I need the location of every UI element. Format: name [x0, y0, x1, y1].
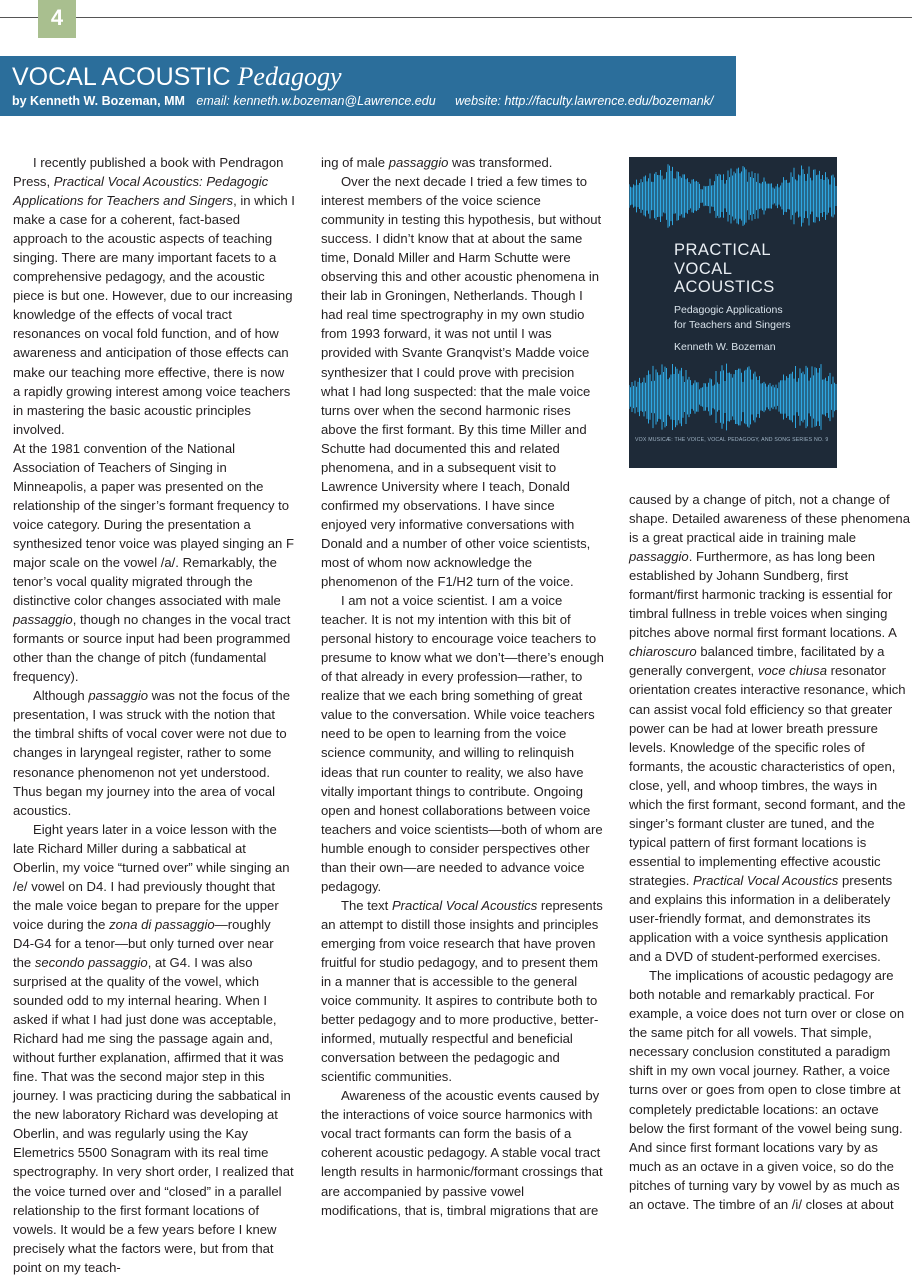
- text-run: was transformed.: [448, 155, 553, 170]
- author-website[interactable]: website: http://faculty.lawrence.edu/bozemank/: [455, 94, 714, 108]
- text-run: represents an attempt to distill those insights and principles emerging from voice research that have proven fruitful for studio pedagogy, and to present them in a manner that is accessible to the general voice community. It aspires to contribute both to better pedagogy and to more productive, better-informed, mutually respectful and beneficial conversation between the pedagogic and scientific communities.: [321, 897, 603, 1085]
- paragraph: [13, 439, 295, 687]
- italic-text: Practical Vocal Acoustics: [391, 897, 538, 913]
- text-run: . Furthermore, as has long been established by Johann Sundberg, first formant/first harmonic tracking is essential for timbral fullness in treble voices when singing pitches above normal first formant locations. A: [629, 549, 897, 641]
- paragraph: [321, 172, 604, 591]
- column-title-italic: Pedagogy: [237, 62, 342, 91]
- book-cover-image: [629, 157, 837, 468]
- cover-title-line: PRACTICAL: [674, 241, 772, 259]
- cover-series: VOX MUSICÆ: THE VOICE, VOCAL PEDAGOGY, AND SONG SERIES NO. 9: [635, 437, 829, 443]
- column-banner: [0, 56, 736, 116]
- byline: [12, 94, 713, 108]
- column-title-main: VOCAL ACOUSTIC: [12, 63, 238, 91]
- text-run: —roughly D4-G4 for a tenor—but only turned over near the: [13, 916, 274, 970]
- text-run: balanced timbre, facilitated by a generally convergent,: [629, 644, 885, 679]
- text-run: Although: [33, 688, 89, 704]
- column-title: [12, 62, 341, 92]
- text-run: , though no changes in the vocal tract formants or source input had been programmed other than the change of pitch (fundamental frequency).: [13, 612, 291, 685]
- italic-text: passaggio: [388, 155, 449, 170]
- cover-title: [674, 241, 775, 297]
- cover-subtitle-line: Pedagogic Applications: [674, 304, 783, 316]
- text-run: caused by a change of pitch, not a change of shape. Detailed awareness of these phenomena is a great practical aide in training male: [629, 492, 910, 546]
- article-column-1: [13, 153, 295, 1277]
- paragraph: [321, 1086, 604, 1219]
- text-run: Eight years later in a voice lesson with the late Richard Miller during a sabbatical at Oberlin, my voice “turned over” while singing an /e/ vowel on D4. I had previously thought that the male voice began to prepare for the upper voice during the: [13, 821, 290, 932]
- text-run: , in which I make a case for a coherent, fact-based approach to the acoustic aspects of teaching singing. There are many important facets to a comprehensive pedagogy, and the acoustic piece is but one. However, due to our increasing knowledge of the effects of vocal tract resonances on vocal fold function, and of how awareness and anticipation of those effects can make our teaching more effective, there is now a rapidly growing interest among voice teachers in mastering the basic acoustic principles involved.: [13, 193, 295, 437]
- text-run: At the 1981 convention of the National Association of Teachers of Singing in Minneapolis, a paper was presented on the relationship of the singer’s formant frequency to voice category. During the presentation a synthesized tenor voice was played singing an F major scale on the vowel /a/. Remarkably, the tenor’s vocal quality migrated through the distinctive color changes associated with male: [13, 440, 294, 609]
- paragraph: [321, 896, 604, 1086]
- text-run: Over the next decade I tried a few times to interest members of the voice science community in testing this hypothesis, but without success. I didn’t know that at about the same time, Donald Miller and Harm Schutte were observing this and other acoustic phenomena in their lab in Groningen, Netherlands. Though I had real time spectrography in my own studio from 1993 forward, it was not until I was provided with Svante Granqvist’s Madde voice synthesizer that I could prove with precision what I had long suspected: that the male voice turns over when the second harmonic rises above the first formant. By this time Miller and Schutte had documented this and related phenomena, and in a subsequent visit to Lawrence University where I teach, Donald confirmed my observations. I have since enjoyed very informative conversations with Donald and a number of other voice scientists, most of whom now acknowledge the phenomenon of the F1/H2 turn of the voice.: [321, 174, 602, 590]
- cover-author: Kenneth W. Bozeman: [674, 341, 776, 353]
- paragraph: [13, 820, 295, 1277]
- text-run: presents and explains this information in a deliberately user-friendly format, and demonstrates its application with a voice synthesis application and a DVD of student-performed exercises.: [629, 872, 893, 965]
- text-run: I recently published a book with Pendragon Press,: [13, 155, 284, 190]
- article-column-2: [321, 153, 604, 1220]
- author-email[interactable]: email: kenneth.w.bozeman@Lawrence.edu: [196, 94, 436, 108]
- italic-text: voce chiusa: [757, 663, 827, 679]
- text-run: The implications of acoustic pedagogy are both notable and remarkably practical. For example, a voice does not turn over or close on the same pitch for all vowels. That simple, necessary conclusion constituted a paradigm shift in my own vocal journey. Rather, a voice turns over or goes from open to close timbre at completely predictable locations: an octave below the first formant of the vowel being sung. And since first formant locations vary by as much as an octave in a given voice, so do the pitches of turning vary by vowel by as much as an octave. The timbre of an /i/ closes at about: [629, 968, 905, 1212]
- cover-subtitle-line: for Teachers and Singers: [674, 319, 791, 331]
- paragraph: [13, 153, 295, 439]
- italic-text: passaggio: [88, 688, 149, 704]
- header-rule-left: [0, 17, 38, 18]
- paragraph: [321, 153, 604, 172]
- text-run: was not the focus of the presentation, I was struck with the notion that the timbral shifts of vocal cover were not due to changes in laryngeal register, rather to some resonance phenomenon not yet understood. Thus began my journey into the area of vocal acoustics.: [13, 688, 290, 818]
- italic-text: Practical Vocal Acoustics: Pedagogic Applications for Teachers and Singers: [13, 174, 269, 209]
- italic-text: passaggio: [13, 612, 73, 628]
- italic-text: zona di passaggio: [109, 916, 215, 932]
- paragraph: [13, 686, 295, 819]
- text-run: Awareness of the acoustic events caused by the interactions of voice source harmonics with vocal tract formants can form the basis of a coherent acoustic pedagogy. A stable vocal tract length results in harmonic/formant crossings that are accompanied by passive vowel modifications, that is, timbral migrations that are: [321, 1088, 603, 1218]
- paragraph: [629, 490, 913, 966]
- paragraph: [321, 591, 604, 896]
- italic-text: passaggio: [629, 549, 689, 565]
- cover-subtitle: [674, 303, 791, 333]
- page-number: 4: [38, 0, 76, 38]
- text-run: I am not a voice scientist. I am a voice teacher. It is not my intention with this bit of personal history to encourage voice teachers to presume to know what we don’t—there’s enough of that already in every profession—rather, to realize that we each bring something of great value to the conversation. While voice teachers need to be open to learning from the voice science community, and willing to relinquish ideas that run counter to reality, we also have vitally important things to contribute. Ongoing open and honest collaborations between voice teachers and voice scientists—both of whom are humble enough to consider perspectives other than their own—are needed to advance voice pedagogy.: [321, 593, 604, 894]
- paragraph: [629, 966, 913, 1214]
- header-rule: [76, 17, 912, 18]
- waveform-top: [629, 161, 837, 231]
- italic-text: Practical Vocal Acoustics: [693, 872, 839, 888]
- article-column-3: [629, 490, 913, 1214]
- cover-title-line: ACOUSTICS: [674, 278, 775, 296]
- text-run: The text: [341, 897, 392, 913]
- text-run: resonator orientation creates interactive resonance, which can assist vocal fold efficiency so that greater power can be had at lower breath pressure levels. Knowledge of the specific roles of formants, the acoustic characteristics of open, close, yell, and whoop timbres, the ways in which the first formant, second formant, and the singer’s formant cluster are tuned, and the typical pattern of first formant locations is essential to implementing effective acoustic strategies.: [629, 663, 906, 888]
- italic-text: secondo passaggio: [34, 954, 148, 970]
- waveform-bottom: [629, 359, 837, 435]
- cover-title-line: VOCAL: [674, 259, 733, 278]
- author-name: by Kenneth W. Bozeman, MM: [12, 94, 185, 108]
- text-run: ing of male: [321, 155, 389, 170]
- italic-text: chiaroscuro: [629, 644, 697, 660]
- text-run: , at G4. I was also surprised at the quality of the vowel, which sounded odd to my internal hearing. When I asked if what I had just done was acceptable, Richard had me sing the passage again and, without further explanation, affirmed that it was fine. That was the second major step in this journey. I was practicing during the sabbatical in the new laboratory Richard was developing at Oberlin, and was regularly using the Kay Elemetrics 5500 Sonagram with its real time spectrography. In very short order, I realized that the voice turned over and “closed” in a parallel relationship to the first formant locations of vowels. It would be a few years before I knew precisely what the factors were, but from that point on my teach-: [13, 954, 294, 1275]
